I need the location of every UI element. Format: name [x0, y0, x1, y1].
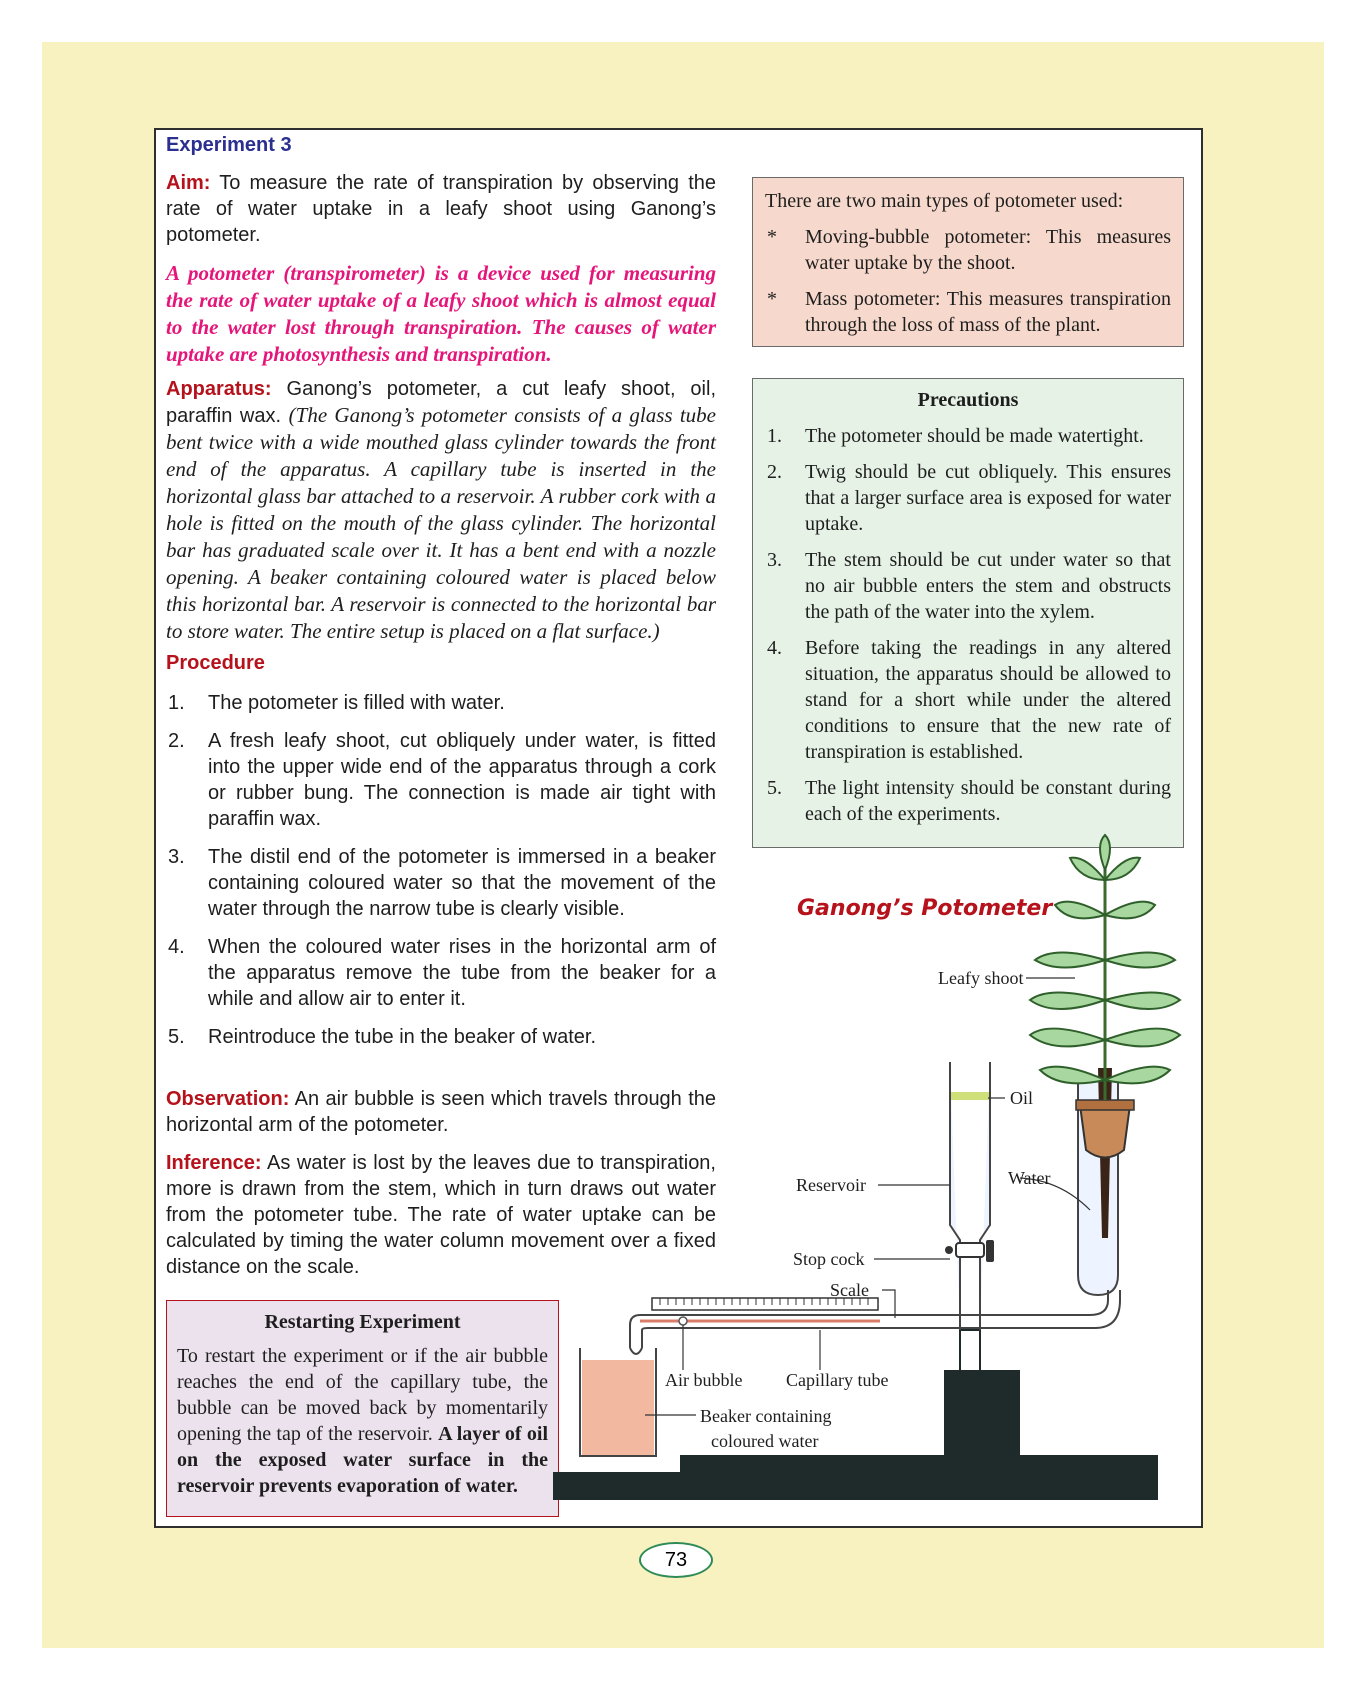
leaf — [1105, 1029, 1180, 1047]
procedure-heading: Procedure — [166, 652, 265, 674]
procedure-step: 1. The potometer is filled with water. — [168, 692, 505, 714]
cork-pot — [1080, 1105, 1130, 1158]
leaf — [1105, 858, 1140, 880]
inference-paragraph: Inference: As water is lost by the leaves due to transpiration, more is drawn from the stem, which in turn draws out water from the potometer tube. The rate of water uptake can be calculated by timing the water column movement over a fixed distance on the scale. — [166, 1152, 716, 1278]
types-item: * Moving-bubble potometer: This measures water uptake by the shoot. — [767, 226, 1171, 274]
label-stop-cock: Stop cock — [793, 1249, 865, 1269]
stand-pillar — [944, 1370, 1020, 1472]
label-capillary-tube: Capillary tube — [786, 1370, 889, 1390]
apparatus-text: Ganong’s potometer, a cut leafy shoot, oil, paraffin wax. — [166, 378, 716, 427]
procedure-step: 5. Reintroduce the tube in the beaker of water. — [168, 1026, 597, 1048]
precautions-title: Precautions — [917, 389, 1019, 411]
precaution-item: 1. The potometer should be made watertight. — [767, 425, 1144, 447]
types-intro: There are two main types of potometer used: — [765, 190, 1124, 212]
definition-paragraph: A potometer (transpirometer) is a device used for measuring the rate of water uptake of a leafy shoot which is almost equal to the water lost through transpiration. The causes of water uptake are photosynthesis and transpiration. — [166, 261, 716, 366]
cork-rim — [1076, 1100, 1134, 1110]
inference-label: Inference: — [166, 1152, 262, 1174]
diagram-title: Ganong’s Potometer — [797, 896, 1053, 921]
precaution-item: 3. The stem should be cut under water so that no air bubble enters the stem and obstructs the path of the water into the xylem. — [767, 549, 1171, 623]
reservoir-tube — [950, 1062, 990, 1330]
leaf — [1055, 902, 1105, 919]
label-reservoir: Reservoir — [796, 1175, 866, 1195]
apparatus-label: Apparatus: — [166, 378, 272, 400]
beaker-water — [582, 1360, 654, 1455]
procedure-step: 3. The distil end of the potometer is immersed in a beaker containing coloured water so that the movement of the water through the narrow tube is clearly visible. — [168, 846, 716, 920]
leaf — [1040, 1067, 1105, 1084]
aim-label: Aim: — [166, 172, 211, 194]
restart-title: Restarting Experiment — [264, 1311, 461, 1333]
leaf — [1100, 835, 1110, 870]
label-air-bubble: Air bubble — [665, 1370, 743, 1390]
leader-lines — [645, 978, 1090, 1415]
leaf — [1105, 953, 1175, 968]
stopcock-body — [956, 1243, 984, 1257]
leaf — [1035, 953, 1105, 968]
page-number: 73 — [639, 1542, 713, 1578]
label-leafy-shoot: Leafy shoot — [938, 968, 1024, 988]
label-beaker-line2: coloured water — [711, 1431, 819, 1451]
label-water: Water — [1008, 1168, 1051, 1188]
stand-rod — [960, 1330, 980, 1372]
procedure-step: 2. A fresh leafy shoot, cut obliquely under water, is fitted into the upper wide end of the apparatus through a cork or rubber bung. The connection is made air tight with paraffin wax. — [168, 730, 716, 830]
leaf — [1105, 902, 1155, 919]
aim-text: To measure the rate of transpiration by observing the rate of water uptake in a leafy shoot using Ganong’s potometer. — [166, 172, 716, 246]
stopcock-pin — [945, 1246, 953, 1254]
stopcock-handle — [986, 1240, 994, 1262]
observation-label: Observation: — [166, 1088, 290, 1110]
precaution-item: 4. Before taking the readings in any altered situation, the apparatus should be allowed to stand for a short while under the altered conditions to ensure that the new rate of transpiration is established. — [767, 637, 1171, 763]
nozzle — [630, 1348, 642, 1354]
leaf — [1030, 1029, 1105, 1047]
precaution-item: 2. Twig should be cut obliquely. This ensures that a larger surface area is exposed for water uptake. — [767, 461, 1171, 535]
air-bubble — [679, 1317, 687, 1325]
precaution-item: 5. The light intensity should be constant during each of the experiments. — [767, 777, 1171, 825]
experiment-title: Experiment 3 — [166, 134, 292, 156]
stand-step — [680, 1455, 1158, 1475]
label-beaker-line1: Beaker containing — [700, 1406, 832, 1426]
restart-text: To restart the experiment or if the air bubble reaches the end of the capillary tube, the bubble can be moved back by momentarily opening the tap of the reservoir. A layer of oil on the exposed water surface in the reservoir prevents evaporation of water. — [177, 1345, 548, 1497]
leaf — [1105, 993, 1180, 1010]
apparatus-description: (The Ganong’s potometer consists of a glass tube bent twice with a wide mouthed glass cylinder towards the front end of the apparatus. A capillary tube is inserted in the horizontal glass bar attached to a reservoir. A rubber cork with a hole is fitted on the mouth of the glass cylinder. The horizontal bar has graduated scale over it. It has a bent end with a nozzle opening. A beaker containing coloured water is placed below this horizontal bar. A reservoir is connected to the horizontal bar to store water. The entire setup is placed on a flat surface.) — [166, 403, 716, 643]
label-oil: Oil — [1010, 1088, 1034, 1108]
leaf — [1030, 993, 1105, 1010]
procedure-step: 4. When the coloured water rises in the horizontal arm of the apparatus remove the tube from the beaker for a while and allow air to enter it. — [168, 936, 716, 1010]
stand-base — [553, 1472, 1158, 1500]
types-item: * Mass potometer: This measures transpiration through the loss of mass of the plant. — [767, 288, 1171, 336]
label-scale: Scale — [830, 1280, 869, 1300]
observation-paragraph: Observation: An air bubble is seen which travels through the horizontal arm of the potometer. — [166, 1088, 716, 1136]
oil-layer — [951, 1092, 989, 1100]
leaf — [1105, 1067, 1170, 1084]
leaf — [1070, 858, 1105, 880]
